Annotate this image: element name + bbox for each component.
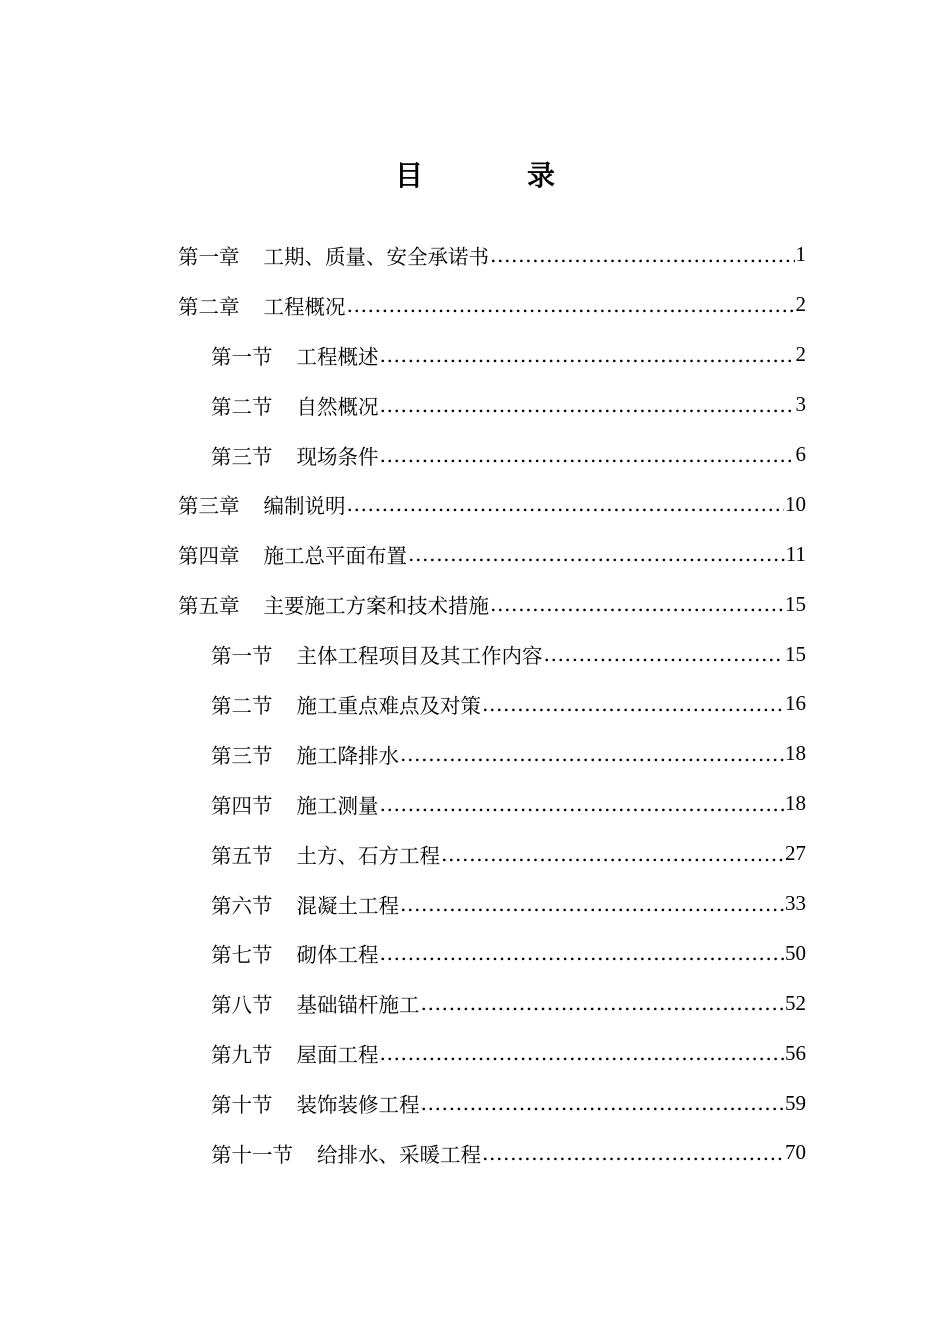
toc-chapter-entry[interactable] <box>0 529 950 579</box>
toc-entry-page-number: 6 <box>795 442 806 466</box>
toc-entry-title: 施工总平面布置 <box>263 544 407 569</box>
toc-section-entry[interactable] <box>0 779 950 829</box>
toc-section-entry[interactable] <box>0 729 950 779</box>
toc-entry-number: 第三节 <box>211 743 273 768</box>
toc-entry-page-number: 15 <box>785 591 806 616</box>
toc-dot-leader <box>482 1141 784 1165</box>
toc-entry-title: 施工测量 <box>296 793 379 818</box>
toc-section-entry[interactable] <box>0 1028 950 1078</box>
toc-entry-title: 编制说明 <box>263 494 346 519</box>
toc-entry-number: 第十节 <box>211 1093 273 1118</box>
toc-entry-number: 第四节 <box>211 793 273 818</box>
toc-dot-leader <box>408 542 785 566</box>
toc-entry-page-number: 10 <box>785 491 806 516</box>
toc-entry-title: 主要施工方案和技术措施 <box>263 594 489 619</box>
toc-entry-title: 基础锚杆施工 <box>296 993 420 1018</box>
toc-entry-title: 屋面工程 <box>296 1043 379 1068</box>
toc-entry-number: 第七节 <box>211 943 273 968</box>
toc-dot-leader <box>380 393 795 417</box>
toc-entry-title: 自然概况 <box>296 394 379 419</box>
toc-entry-page-number: 16 <box>785 691 806 716</box>
toc-dot-leader <box>421 1091 785 1115</box>
toc-entry-page-number: 3 <box>795 392 806 417</box>
toc-entry-title: 工程概况 <box>263 294 346 319</box>
toc-entry-title: 混凝土工程 <box>296 893 399 918</box>
toc-dot-leader <box>441 842 784 866</box>
toc-entry-page-number: 52 <box>785 990 806 1015</box>
toc-dot-leader <box>380 792 785 816</box>
toc-entry-number: 第三章 <box>178 494 240 519</box>
toc-entry-page-number: 27 <box>785 841 806 866</box>
toc-chapter-entry[interactable] <box>0 280 950 330</box>
toc-entry-page-number: 2 <box>795 342 806 367</box>
toc-entry-number: 第五章 <box>178 594 240 619</box>
toc-entry-number: 第四章 <box>178 544 240 569</box>
toc-entry-page-number: 15 <box>785 641 806 666</box>
toc-section-entry[interactable] <box>0 330 950 380</box>
toc-entry-number: 第一章 <box>178 244 240 269</box>
toc-entry-page-number: 50 <box>785 940 806 965</box>
toc-section-entry[interactable] <box>0 380 950 430</box>
toc-entry-number: 第二节 <box>211 394 273 419</box>
toc-entry-title: 现场条件 <box>296 444 379 469</box>
toc-dot-leader <box>400 742 784 766</box>
toc-dot-leader <box>380 443 795 467</box>
toc-entry-page-number: 18 <box>785 741 806 766</box>
toc-entry-page-number: 18 <box>785 791 806 816</box>
toc-title: 目 录 <box>394 159 593 192</box>
toc-section-entry[interactable] <box>0 430 950 480</box>
toc-entry-title: 工期、质量、安全承诺书 <box>263 244 489 269</box>
toc-entry-title: 施工重点难点及对策 <box>296 693 481 718</box>
toc-dot-leader <box>490 243 795 267</box>
toc-section-entry[interactable] <box>0 1078 950 1128</box>
toc-dot-leader <box>421 991 785 1015</box>
toc-entry-page-number: 2 <box>795 292 806 317</box>
toc-chapter-entry[interactable] <box>0 579 950 629</box>
toc-list <box>0 230 950 1178</box>
toc-section-entry[interactable] <box>0 928 950 978</box>
toc-entry-title: 砌体工程 <box>296 943 379 968</box>
toc-dot-leader <box>544 642 785 666</box>
toc-entry-title: 主体工程项目及其工作内容 <box>296 644 543 669</box>
toc-entry-number: 第六节 <box>211 893 273 918</box>
toc-dot-leader <box>482 692 784 716</box>
toc-chapter-entry[interactable] <box>0 230 950 280</box>
toc-entry-number: 第八节 <box>211 993 273 1018</box>
toc-entry-number: 第五节 <box>211 843 273 868</box>
toc-dot-leader <box>400 892 784 916</box>
toc-dot-leader <box>347 492 785 516</box>
toc-section-entry[interactable] <box>0 629 950 679</box>
toc-dot-leader <box>380 343 795 367</box>
toc-entry-title: 土方、石方工程 <box>296 843 440 868</box>
toc-entry-page-number: 11 <box>785 541 806 566</box>
toc-entry-page-number: 33 <box>785 891 806 916</box>
toc-dot-leader <box>380 941 785 965</box>
toc-section-entry[interactable] <box>0 829 950 879</box>
toc-entry-title: 装饰装修工程 <box>296 1093 420 1118</box>
toc-entry-number: 第十一节 <box>211 1142 293 1167</box>
toc-entry-number: 第三节 <box>211 444 273 469</box>
toc-section-entry[interactable] <box>0 879 950 929</box>
toc-entry-number: 第九节 <box>211 1043 273 1068</box>
toc-entry-title: 施工降排水 <box>296 743 399 768</box>
toc-section-entry[interactable] <box>0 978 950 1028</box>
toc-entry-number: 第一节 <box>211 644 273 669</box>
toc-entry-page-number: 1 <box>795 242 806 267</box>
toc-section-entry[interactable] <box>0 1128 950 1178</box>
toc-entry-page-number: 59 <box>785 1090 806 1115</box>
toc-dot-leader <box>380 1041 785 1065</box>
toc-dot-leader <box>490 592 784 616</box>
toc-entry-title: 给排水、采暖工程 <box>317 1142 481 1167</box>
toc-entry-page-number: 56 <box>785 1040 806 1065</box>
toc-dot-leader <box>347 293 795 317</box>
toc-entry-page-number: 70 <box>785 1140 806 1165</box>
toc-chapter-entry[interactable] <box>0 479 950 529</box>
toc-entry-number: 第二章 <box>178 294 240 319</box>
toc-section-entry[interactable] <box>0 679 950 729</box>
toc-entry-number: 第一节 <box>211 344 273 369</box>
toc-entry-title: 工程概述 <box>296 344 379 369</box>
toc-entry-number: 第二节 <box>211 693 273 718</box>
